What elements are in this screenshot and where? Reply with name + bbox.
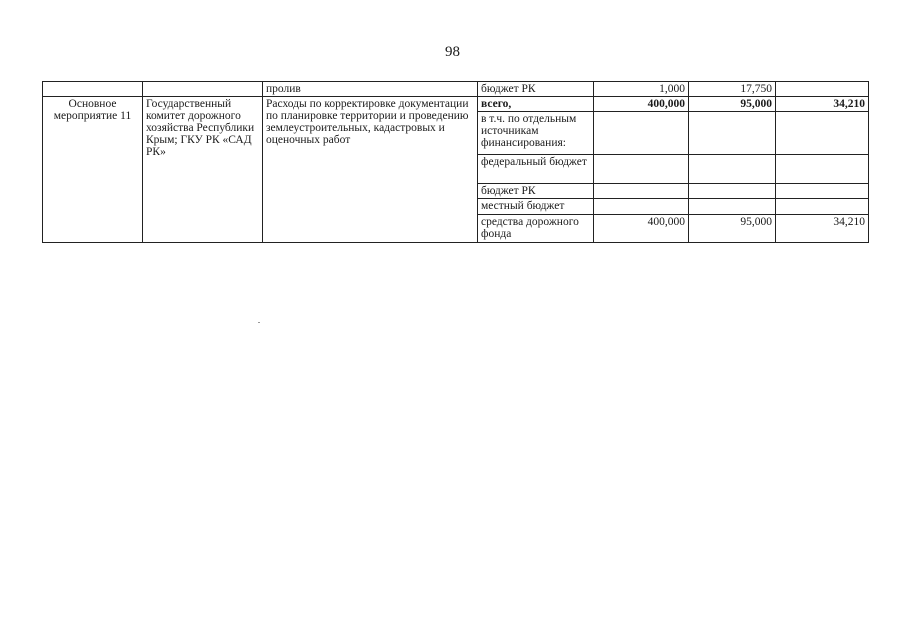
table-row (43, 97, 869, 112)
cell-funding-source: средства дорожного фонда (478, 215, 594, 243)
cell-value-2: 17,750 (689, 82, 776, 97)
cell-funding-source: федеральный бюджет (478, 155, 594, 184)
cell-value-2 (689, 199, 776, 215)
cell-funding-source: бюджет РК (478, 184, 594, 199)
cell-value-1 (594, 155, 689, 184)
cell-value-2 (689, 184, 776, 199)
cell-value-3 (776, 184, 869, 199)
cell-empty (143, 82, 263, 97)
cell-value-3 (776, 112, 869, 155)
cell-value-3 (776, 155, 869, 184)
cell-value-1: 400,000 (594, 97, 689, 112)
cell-description: Расходы по корректировке документации по планировке территории и проведению землеустроительных, кадастровых и оценочных работ (263, 97, 478, 243)
cell-measure-name: Основное мероприятие 11 (43, 97, 143, 243)
cell-value-3 (776, 199, 869, 215)
cell-executor: Государственный комитет дорожного хозяйства Республики Крым; ГКУ РК «САД РК» (143, 97, 263, 243)
cell-value-1 (594, 112, 689, 155)
cell-value-3 (776, 82, 869, 97)
budget-table (42, 81, 869, 243)
cell-funding-source: местный бюджет (478, 199, 594, 215)
cell-funding-source: всего, (478, 97, 594, 112)
cell-funding-source: в т.ч. по отдельным источникам финансирования: (478, 112, 594, 155)
cell-value-1: 1,000 (594, 82, 689, 97)
cell-value-2: 95,000 (689, 97, 776, 112)
cell-value-2 (689, 112, 776, 155)
cell-value-1 (594, 184, 689, 199)
scan-artifact (258, 322, 260, 323)
cell-value-1: 400,000 (594, 215, 689, 243)
cell-value-2: 95,000 (689, 215, 776, 243)
cell-value-3: 34,210 (776, 97, 869, 112)
cell-funding-source: бюджет РК (478, 82, 594, 97)
cell-empty (43, 82, 143, 97)
cell-value-1 (594, 199, 689, 215)
cell-value-3: 34,210 (776, 215, 869, 243)
table-row-continuation (43, 82, 869, 97)
page-number: 98 (445, 44, 460, 60)
cell-description-continuation: пролив (263, 82, 478, 97)
cell-value-2 (689, 155, 776, 184)
